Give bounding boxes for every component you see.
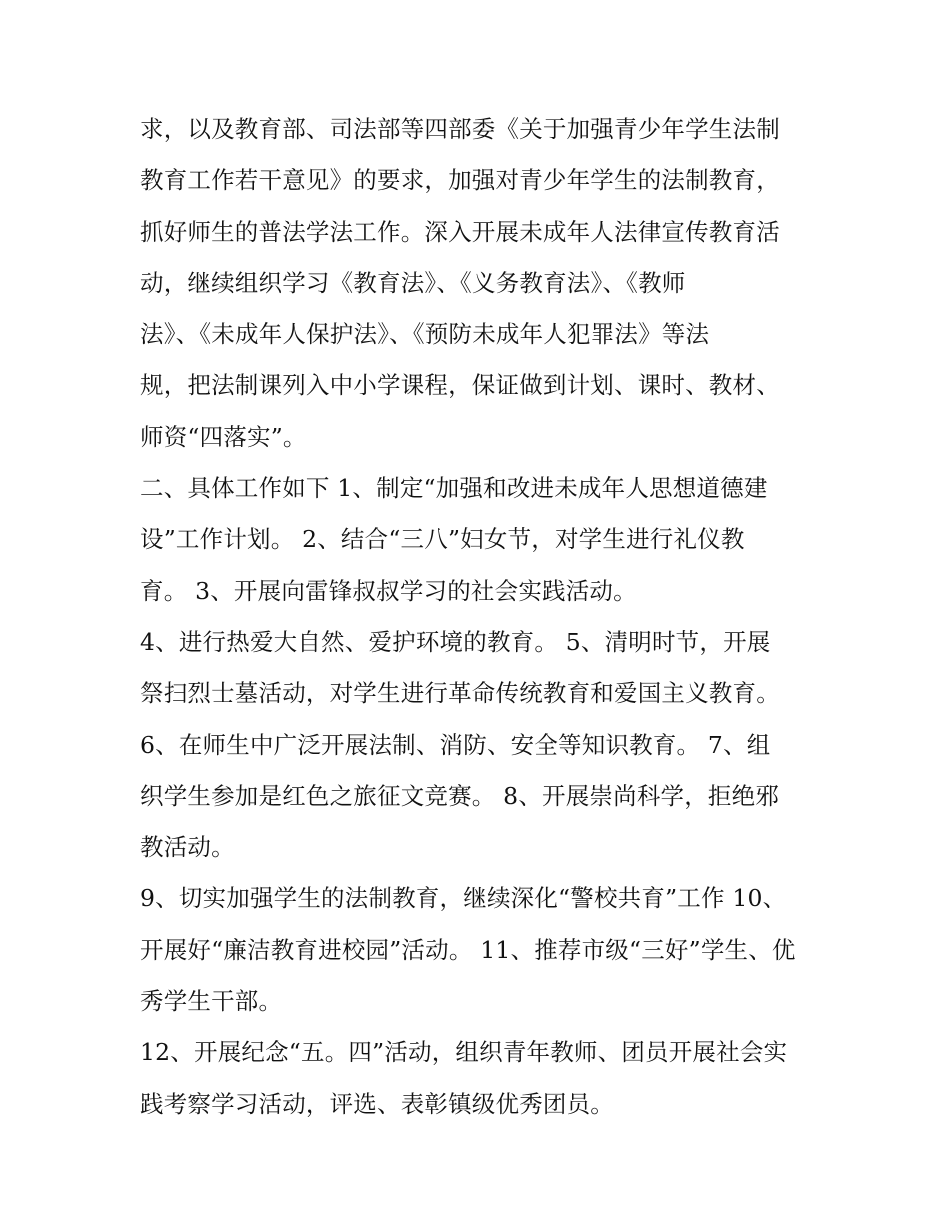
text-line: 抓好师生的普法学法工作。深入开展未成年人法律宣传教育活: [140, 217, 780, 246]
text-line: 师资“四落实”。: [140, 422, 307, 451]
text-line: 9、切实加强学生的法制教育，继续深化“警校共育”工作 10、: [140, 884, 787, 913]
text-line: 二、具体工作如下 1、制定“加强和改进未成年人思想道德建: [140, 474, 768, 503]
text-line: 设”工作计划。 2、结合“三八”妇女节，对学生进行礼仪教: [140, 525, 745, 554]
text-line: 12、开展纪念“五。四”活动，组织青年教师、团员开展社会实: [140, 1038, 788, 1067]
text-line: 法》、《未成年人保护法》、《预防未成年人犯罪法》等法: [140, 320, 710, 349]
text-line: 求，以及教育部、司法部等四部委《关于加强青少年学生法制: [140, 115, 780, 143]
text-line: 规，把法制课列入中小学课程，保证做到计划、课时、教材、: [140, 371, 780, 400]
text-line: 教育工作若干意见》的要求，加强对青少年学生的法制教育，: [140, 166, 780, 195]
text-line: 育。 3、开展向雷锋叔叔学习的社会实践活动。: [140, 576, 637, 605]
text-line: 祭扫烈士墓活动，对学生进行革命传统教育和爱国主义教育。: [140, 679, 780, 708]
text-line: 开展好“廉洁教育进校园”活动。 11、推荐市级“三好”学生、优: [140, 935, 796, 964]
document-body: [140, 104, 820, 1130]
text-line: 教活动。: [140, 833, 235, 862]
text-line: 6、在师生中广泛开展法制、消防、安全等知识教育。 7、组: [140, 730, 771, 759]
text-line: 践考察学习活动，评选、表彰镇级优秀团员。: [140, 1089, 614, 1118]
text-line: 动，继续组织学习《教育法》、《义务教育法》、《教师: [140, 268, 686, 297]
text-line: 4、进行热爱大自然、爱护环境的教育。 5、清明时节，开展: [140, 627, 771, 656]
text-line: 秀学生干部。: [140, 987, 283, 1016]
text-line: 织学生参加是红色之旅征文竞赛。 8、开展崇尚科学，拒绝邪: [140, 781, 780, 810]
